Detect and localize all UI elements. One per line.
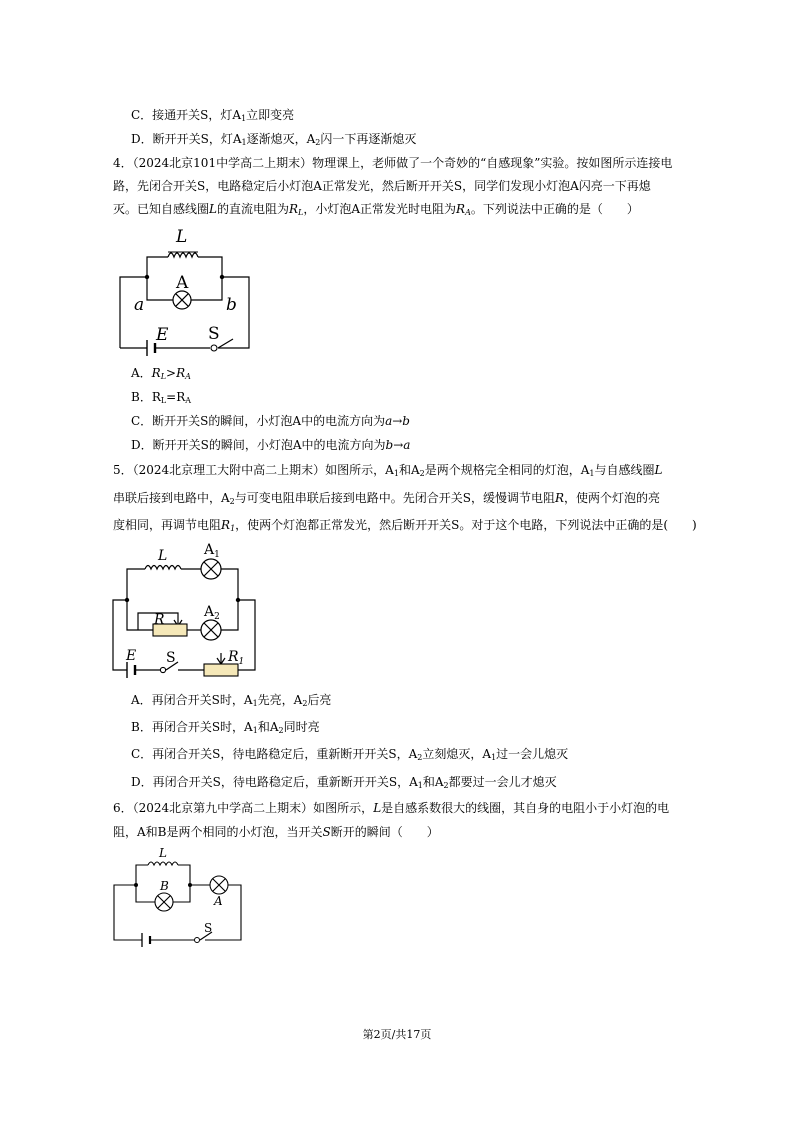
junction-b	[220, 275, 224, 279]
q4-option-b: B．$R_L=R_A$	[131, 390, 192, 405]
q3-option-c: C．接通开关S，灯$A_1$立即变亮	[131, 108, 295, 123]
junction-left	[134, 883, 138, 887]
q6-stem-line1: 6．（2024北京第九中学高二上期末）如图所示，L是自感系数很大的线圈，其自身的电阻小于小灯泡的电	[113, 801, 670, 815]
label-S: S	[204, 921, 213, 935]
q5-stem-line1: 5．（2024北京理工大附中高二上期末）如图所示，$A_1$和$A_2$是两个规格完全相同的灯泡，$A_1$与自感线圈L	[113, 463, 663, 478]
q4-stem-line1: 4．（2024北京101中学高二上期末）物理课上，老师做了一个奇妙的“自感现象”实验。按如图所示连接电	[113, 156, 673, 170]
q4-option-d: D．断开开关S的瞬间，小灯泡A中的电流方向为b→a	[131, 438, 411, 452]
q4-stem-line3: 灭。已知自感线圈L的直流电阻为$R_L$，小灯泡A正常发光时电阻为$R_A$。下列说法中正确的是（ ）	[113, 202, 639, 217]
label-A1: $A_1$	[204, 542, 220, 560]
label-E: E	[156, 325, 169, 345]
q6-circuit-diagram	[108, 845, 248, 947]
label-A: A	[214, 894, 223, 908]
q4-option-a: A．$R_L>R_A$	[131, 366, 191, 381]
q5-stem-line2: 串联后接到电路中，$A_2$与可变电阻串联后接到电路中。先闭合开关S，缓慢调节电阻R，使两个灯泡的亮	[113, 491, 661, 506]
label-R1: $R_1$	[228, 649, 245, 667]
switch-contact	[160, 667, 165, 672]
q5-option-a: A．再闭合开关S时，$A_1$先亮，$A_2$后亮	[131, 693, 332, 708]
label-A2: $A_2$	[204, 604, 220, 622]
label-L: L	[158, 548, 168, 564]
q4-option-c: C．断开开关S的瞬间，小灯泡A中的电流方向为a→b	[131, 414, 410, 428]
q5-option-c: C．再闭合开关S，待电路稳定后，重新断开开关S，$A_2$立刻熄灭，$A_1$过一会儿熄灭	[131, 747, 569, 762]
junction-right	[188, 883, 192, 887]
q5-option-b: B．再闭合开关S时，$A_1$和$A_2$同时亮	[131, 720, 320, 735]
label-S: S	[208, 324, 220, 344]
junction-left	[125, 598, 129, 602]
junction-right	[236, 598, 240, 602]
page-footer: 第2页/共17页	[362, 1028, 432, 1041]
switch-contact	[211, 345, 217, 351]
q4-stem-line2: 路，先闭合开关S，电路稳定后小灯泡A正常发光，然后断开开关S，同学们发现小灯泡A闪亮一下再熄	[113, 179, 651, 193]
switch-contact	[195, 938, 200, 943]
q5-option-d: D．再闭合开关S，待电路稳定后，重新断开开关S，$A_1$和$A_2$都要过一会儿才熄灭	[131, 775, 557, 790]
q5-circuit-diagram	[108, 542, 260, 680]
q5-stem-line3: 度相同，再调节电阻$R_1$，使两个灯泡都正常发光，然后断开开关S。对于这个电路，下列说法中正确的是( )	[113, 518, 697, 533]
label-L: L	[159, 846, 167, 860]
label-a: a	[134, 295, 145, 315]
label-A: A	[176, 273, 189, 293]
q6-stem-line2: 阻，A和B是两个相同的小灯泡，当开关S断开的瞬间（ ）	[113, 825, 439, 839]
label-R: R	[154, 612, 165, 628]
label-b: b	[226, 295, 237, 315]
junction-a	[145, 275, 149, 279]
label-S: S	[166, 650, 176, 666]
label-B: B	[160, 879, 169, 893]
label-L: L	[176, 227, 188, 247]
q4-circuit-diagram	[110, 222, 260, 358]
label-E: E	[126, 648, 137, 664]
q3-option-d: D．断开开关S，灯$A_1$逐渐熄灭，$A_2$闪一下再逐渐熄灭	[131, 132, 417, 147]
rheostat-R1	[204, 664, 238, 676]
